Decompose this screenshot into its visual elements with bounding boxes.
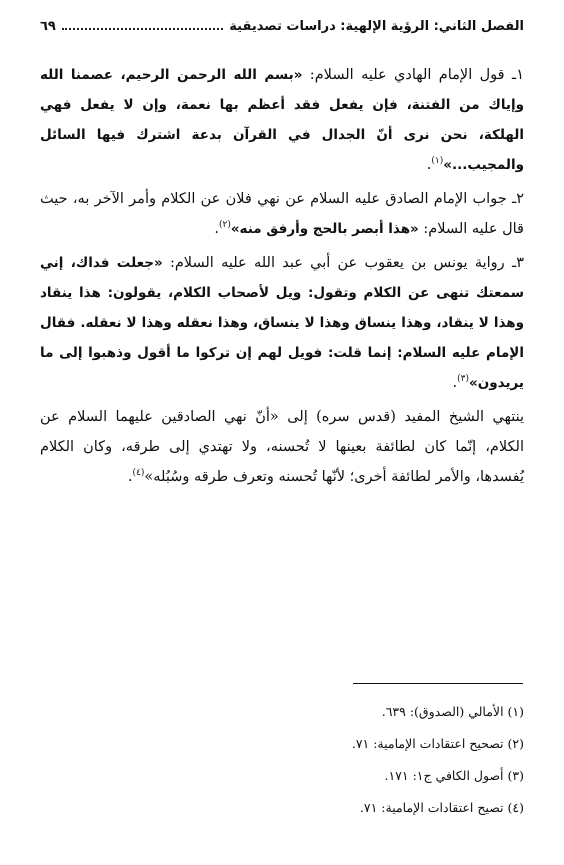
footnote-ref[interactable]: (١) — [431, 156, 444, 167]
main-text — [40, 60, 524, 496]
chapter-title: الفصل الثاني: الرؤية الإلهية: دراسات تصديقية — [229, 19, 524, 34]
header-leader-dots — [62, 27, 223, 30]
quote-text: «هذا أبصر بالحج وأرفق منه» — [230, 221, 419, 237]
footnote-ref[interactable]: (٤) — [132, 468, 145, 479]
paragraph-intro: ٢ـ جواب الإمام الصادق عليه السلام عن نهي فلان عن الكلام وأمر الآخر به، حيث قال عليه السلام: — [40, 191, 524, 237]
footnote-ref[interactable]: (٢) — [218, 220, 231, 231]
footnote-ref[interactable]: (٣) — [457, 374, 470, 385]
footnote-item: (٤) تصيح اعتقادات الإمامية: ٧١. — [359, 800, 524, 815]
paragraph-intro: ١ـ قول الإمام الهادي عليه السلام: — [302, 67, 524, 83]
footnotes-divider — [353, 683, 523, 684]
quote-text: «بسم الله الرحمن الرحيم، عصمنا الله وإياك من الفتنة، فإن يفعل فقد أعظم بها نعمة، وإن لا يفعل فهي الهلكة، نحن نرى أنّ الجدال في القرآن بدعة اشترك فيها السائل والمجيب...» — [40, 67, 524, 173]
quote-text: «جعلت فداك، إني سمعتك تنهى عن الكلام وتقول: ويل لأصحاب الكلام، يقولون: هذا ينقاد وهذا لا ينقاد، وهذا ينساق وهذا لا ينساق، وهذا نعقله وهذا لا نعقله. فقال الإمام عليه السلام: إنما قلت: فويل لهم إن تركوا ما أقول وذهبوا إلى ما يريدون» — [40, 255, 524, 391]
paragraph-end: . — [426, 157, 432, 173]
paragraph-end: . — [452, 375, 458, 391]
paragraph-mufid — [40, 402, 524, 492]
paragraph-end: . — [127, 469, 133, 485]
paragraph-intro: ٣ـ رواية يونس بن يعقوب عن أبي عبد الله عليه السلام: — [162, 255, 524, 271]
paragraph-imam-hadi — [40, 60, 524, 180]
footnote-item: (٣) أصول الكافي ج١: ١٧١. — [384, 768, 524, 783]
paragraph-imam-sadiq — [40, 184, 524, 244]
running-header — [40, 12, 524, 34]
footnote-item: (٢) تصحيح اعتقادات الإمامية: ٧١. — [351, 736, 524, 751]
footnotes — [40, 696, 524, 824]
paragraph-yunus — [40, 248, 524, 398]
paragraph-text: ينتهي الشيخ المفيد (قدس سره) إلى «أنّ نهي الصادقين عليهما السلام عن الكلام، إنّما كان لطائفة بعينها لا تُحسنه، ولا تهتدي إلى طرقه، وكان الكلام يُفسدها، والأمر لطائفة أخرى؛ لأنّها تُحسنه وتعرف طرقه وسُبُله» — [40, 409, 524, 485]
paragraph-end: . — [214, 221, 219, 237]
footnote-item: (١) الأمالي (الصدوق): ٦٣٩. — [381, 704, 524, 719]
page-number: ٦٩ — [40, 19, 56, 34]
